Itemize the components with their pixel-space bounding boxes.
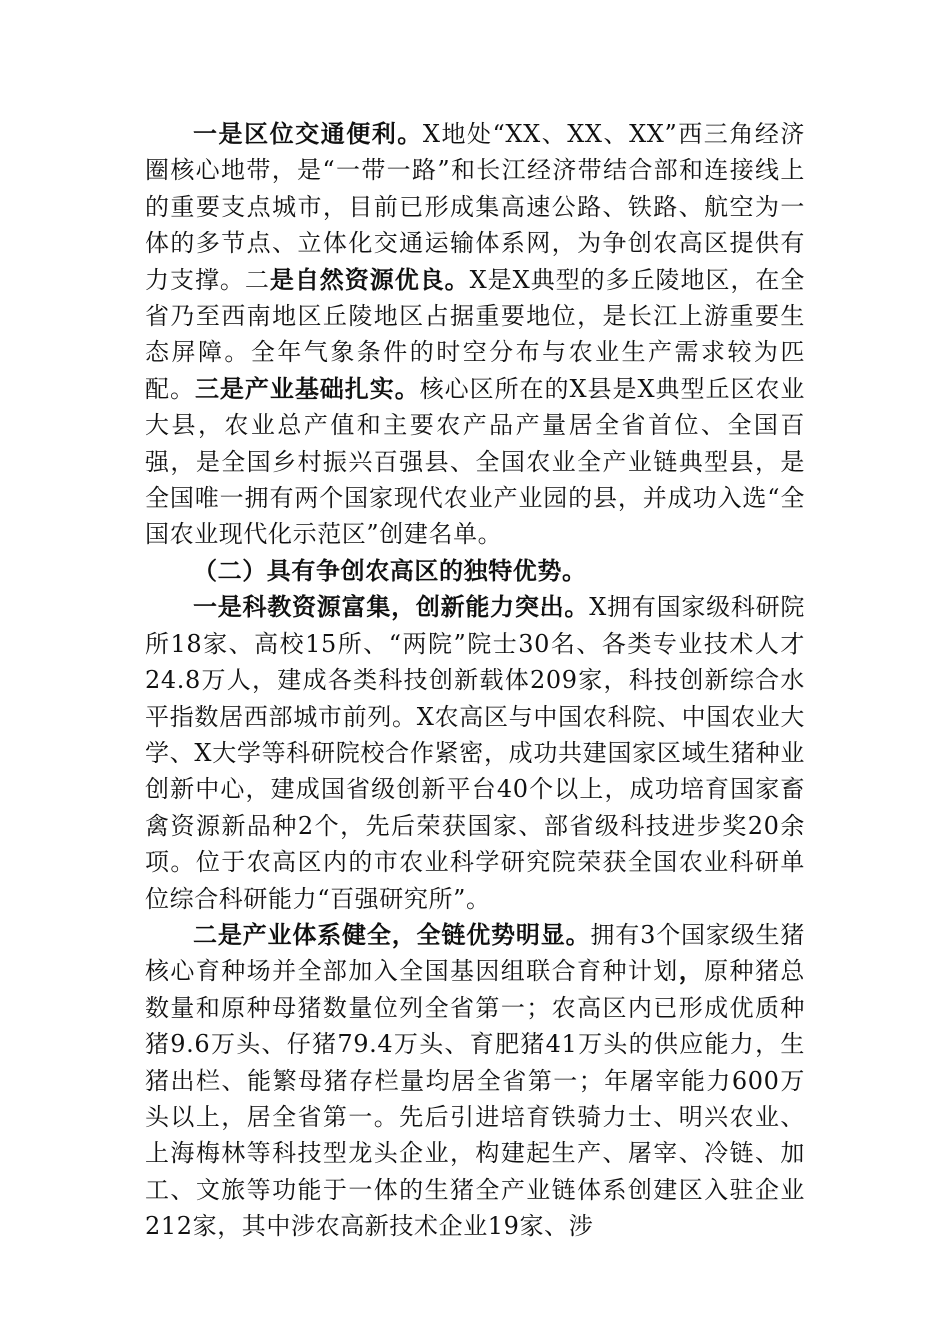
text-industry-system-1: 拥有3个国家级生猪核心育种场并全部加入全国基因组联合育种计划 <box>145 920 805 986</box>
lead-science-education: 一是科教资源富集，创新能力突出。 <box>193 593 590 622</box>
text-industry-foundation: 核心区所在的X县是X典型丘区农业大县，农业总产值和主要农产品产量居全省首位、全国百强，是全国乡村振兴百强县、全国农业全产业链典型县，是全国唯一拥有两个国家现代农业产业园的县，并成功入选“全国农业现代化示范区”创建名单。 <box>145 374 806 549</box>
document-body <box>145 116 805 1245</box>
text-industry-system-2: 原种猪总数量和原种母猪数量位列全省第一；农高区内已形成优质种猪9.6万头、仔猪79.4万头、育肥猪41万头的供应能力，生猪出栏、能繁母猪存栏量均居全省第一；年屠宰能力600万头以上，居全省第一。先后引进培育铁骑力士、明兴农业、上海梅林等科技型龙头企业，构建起生产、屠宰、冷链、加工、文旅等功能于一体的生猪全产业链体系创建区入驻企业212家，其中涉农高新技术企业19家、涉 <box>145 957 805 1241</box>
paragraph-science-education <box>145 589 805 917</box>
lead-location-transport: 一是区位交通便利。 <box>193 120 423 148</box>
lead-natural-resources: 是自然资源优良。 <box>269 265 470 294</box>
text-science-education: X拥有国家级科研院所18家、高校15所、“两院”院士30名、各类专业技术人才24.8万人，建成各类科技创新载体209家，科技创新综合水平指数居西部城市前列。X农高区与中国农科院、中国农业大学、X大学等科研院校合作紧密，成功共建国家区域生猪种业创新中心，建成国省级创新平台40个以上，成功培育国家畜禽资源新品种2个，先后荣获国家、部省级科技进步奖20余项。位于农高区内的市农业科学研究院荣获全国农业科研单位综合科研能力“百强研究所”。 <box>145 593 805 913</box>
paragraph-industry-system <box>145 917 805 1245</box>
section-heading: （二）具有争创农高区的独特优势。 <box>193 556 587 585</box>
lead-industry-system: 二是产业体系健全，全链优势明显。 <box>193 920 591 949</box>
paragraph-location-resources-industry <box>145 116 805 553</box>
lead-industry-foundation: 三是产业基础扎实。 <box>194 374 420 403</box>
text-location-transport: X地处“XX、XX、XX”西三角经济圈核心地带，是“一带一路”和长江经济带结合部和连接线上的重要支点城市，目前已形成集高速公路、铁路、航空为一体的多节点、立体化交通运输体系网，为争创农高区提供有力支撑。二 <box>145 120 805 294</box>
bold-comma: ， <box>678 956 705 986</box>
text-natural-resources: X是X典型的多丘陵地区，在全省乃至西南地区丘陵地区占据重要地位，是长江上游重要生态屏障。全年气象条件的时空分布与农业生产需求较为匹配。 <box>145 265 806 403</box>
